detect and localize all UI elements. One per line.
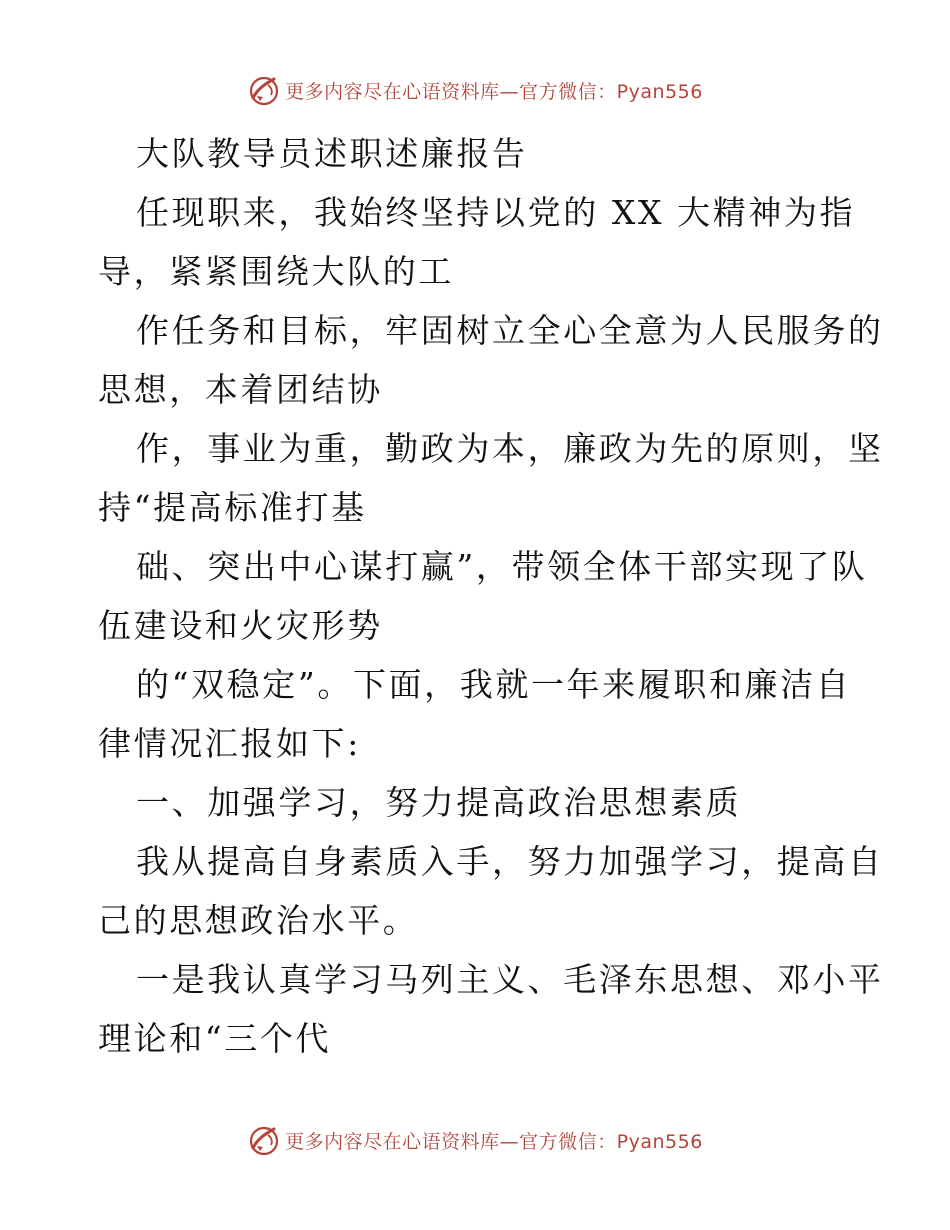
paragraph-line: 导，紧紧围绕大队的工 [98,252,454,291]
section-heading: 一、加强学习，努力提高政治思想素质 [136,783,742,822]
pen-circle-logo-icon [247,1123,281,1157]
document-title: 大队教导员述职述廉报告 [136,134,528,173]
document-body [98,124,884,1068]
paragraph-line: 持“提高标准打基 [98,488,367,527]
paragraph-line: 的“双稳定”。下面，我就一年来履职和廉洁自 [136,665,852,704]
header-banner [0,70,950,110]
header-banner-text: 更多内容尽在心语资料库—官方微信：Pyan556 [285,80,703,103]
paragraph-line: 理论和“三个代 [98,1019,332,1058]
footer-banner [0,1120,950,1160]
paragraph-line: 律情况汇报如下: [98,724,361,763]
paragraph-line: 任现职来，我始终坚持以党的 XX 大精神为指 [136,193,856,232]
paragraph-line: 一是我认真学习马列主义、毛泽东思想、邓小平 [136,960,884,999]
paragraph-line: 作，事业为重，勤政为本，廉政为先的原则，坚 [136,429,884,468]
footer-banner-text: 更多内容尽在心语资料库—官方微信：Pyan556 [285,1130,703,1153]
paragraph-line: 伍建设和火灾形势 [98,606,383,645]
pen-circle-logo-icon [247,73,281,107]
paragraph-line: 己的思想政治水平。 [98,901,419,940]
paragraph-line: 我从提高自身素质入手，努力加强学习，提高自 [136,842,884,881]
paragraph-line: 思想，本着团结协 [98,370,383,409]
paragraph-line: 作任务和目标，牢固树立全心全意为人民服务的 [136,311,884,350]
paragraph-line: 础、突出中心谋打赢”，带领全体干部实现了队 [136,547,868,586]
